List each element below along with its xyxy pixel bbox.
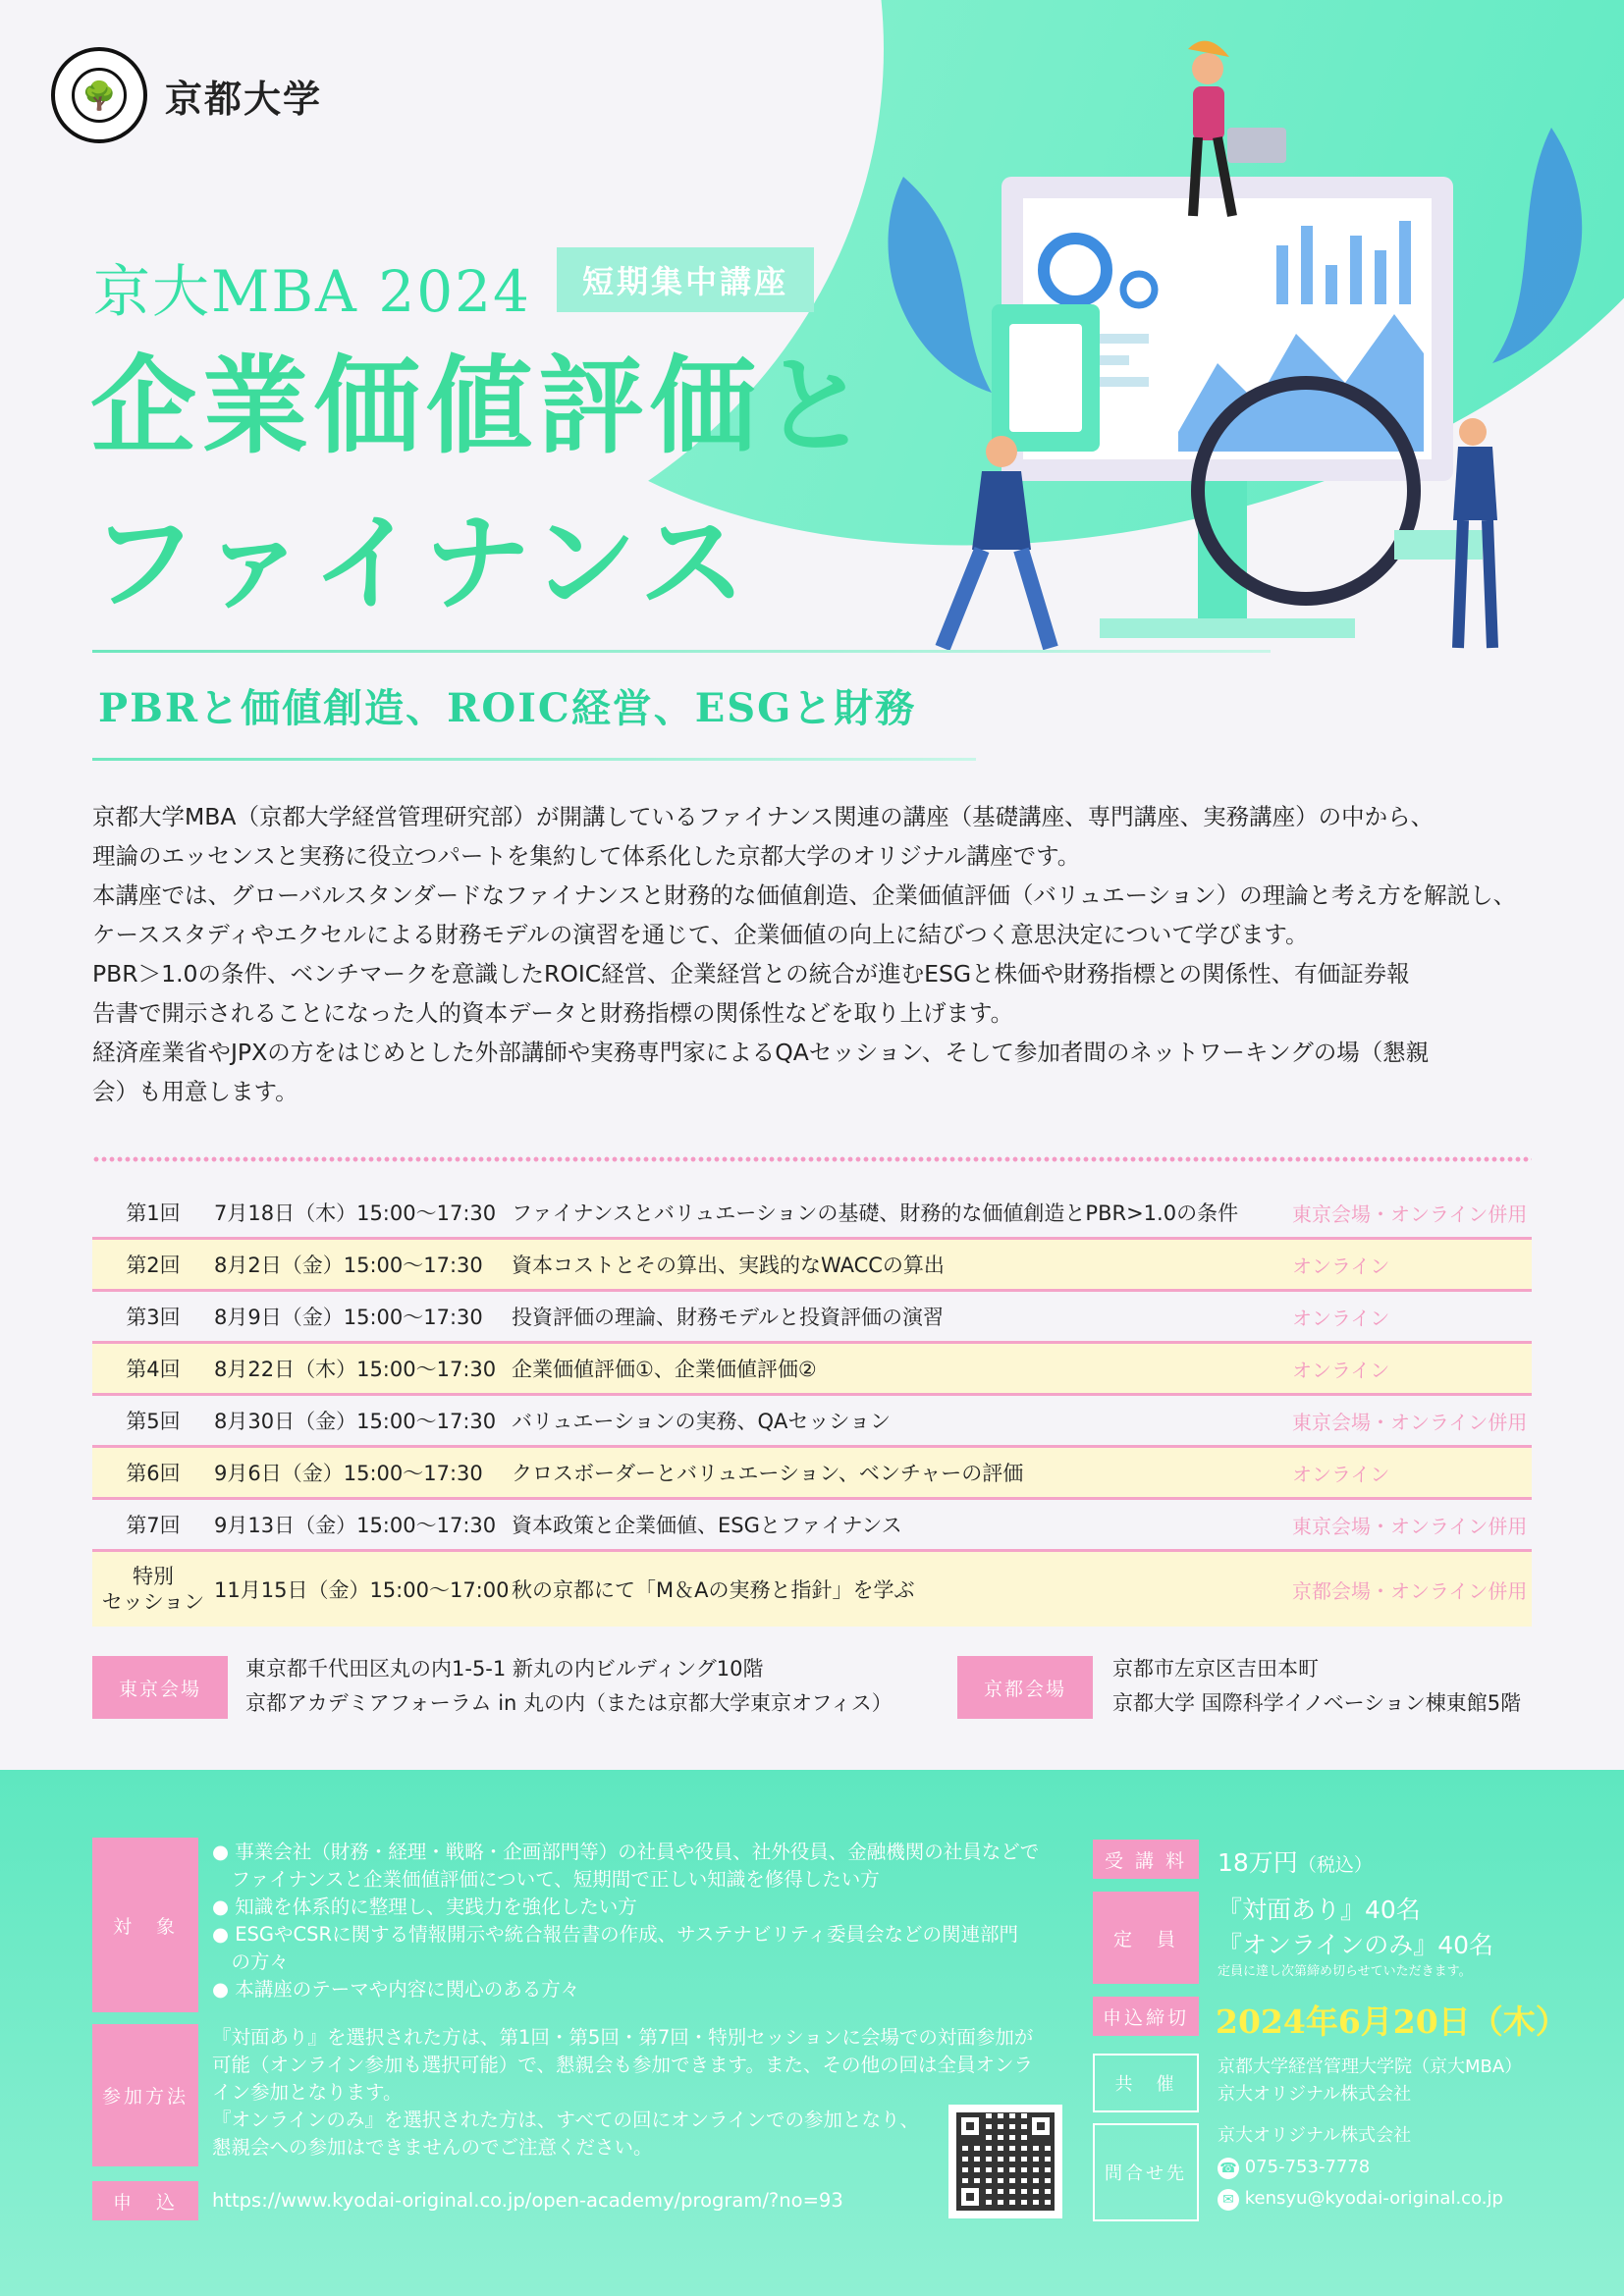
intro-line: 本講座では、グローバルスタンダードなファイナンスと財務的な価値創造、企業価値評価（バリュエーション）の理論と考え方を解説し、 <box>92 881 1517 909</box>
participation-method-label: 参加方法 <box>92 2024 198 2166</box>
fee-label: 受 講 料 <box>1093 1840 1199 1879</box>
table-row-special <box>92 1552 1532 1627</box>
target-item: ● ESGやCSRに関する情報開示や統合報告書の作成、サステナビリティ委員会などの関連部門 <box>212 1923 1018 1946</box>
apply-url-link[interactable]: https://www.kyodai-original.co.jp/open-academy/program/?no=93 <box>212 2189 843 2212</box>
target-item: ● 知識を体系的に整理し、実践力を強化したい方 <box>212 1896 637 1918</box>
session-date: 8月30日（金）15:00〜17:30 <box>214 1410 497 1433</box>
intro-line: 会）も用意します。 <box>92 1078 298 1105</box>
session-date: 8月2日（金）15:00〜17:30 <box>214 1254 483 1277</box>
capacity-label: 定 員 <box>1093 1892 1199 1984</box>
qr-finder <box>1027 2112 1055 2140</box>
intro-line: ケーススタディやエクセルによる財務モデルの演習を通じて、企業価値の向上に結びつく意思決定について学びます。 <box>92 921 1309 948</box>
tokyo-address-line2: 京都アカデミアフォーラム in 丸の内（または京都大学東京オフィス） <box>245 1691 893 1715</box>
session-date: 9月6日（金）15:00〜17:30 <box>214 1462 483 1485</box>
apply-label: 申 込 <box>92 2181 198 2220</box>
main-title-line1: 企業価値評価と <box>90 345 875 468</box>
session-topic: ファイナンスとバリュエーションの基礎、財務的な価値創造とPBR>1.0の条件 <box>512 1201 1239 1225</box>
capacity-in-person: 『対面あり』40名 <box>1218 1896 1421 1924</box>
session-number: 第4回 <box>126 1358 181 1381</box>
contact-phone[interactable]: 075-753-7778 <box>1244 2157 1371 2177</box>
target-item: ● 事業会社（財務・経理・戦略・企画部門等）の社員や役員、社外役員、金融機関の社員などで <box>212 1841 1040 1863</box>
intro-text <box>92 797 1536 1111</box>
session-topic: バリュエーションの実務、QAセッション <box>512 1410 892 1433</box>
session-number: 第1回 <box>126 1201 181 1225</box>
tokyo-venue-address <box>245 1652 893 1721</box>
session-number: 第7回 <box>126 1514 181 1537</box>
session-venue: オンライン <box>1292 1358 1390 1382</box>
session-topic: クロスボーダーとバリュエーション、ベンチャーの評価 <box>512 1462 1024 1485</box>
table-row <box>92 1448 1532 1500</box>
contact-phone-row <box>1218 2152 1503 2183</box>
intro-line: 告書で開示されることになった人的資本データと財務指標の関係性などを取り上げます。 <box>92 999 1014 1027</box>
fee-note: （税込） <box>1297 1854 1373 1876</box>
table-row <box>92 1396 1532 1448</box>
special-label-line2: セッション <box>101 1590 205 1614</box>
table-row <box>92 1344 1532 1396</box>
kyoto-venue-address <box>1112 1652 1521 1721</box>
deadline-label: 申込締切 <box>1093 1997 1199 2036</box>
participation-method-text <box>212 2024 1033 2162</box>
target-item: ファイナンスと企業価値評価について、短期間で正しい知識を修得したい方 <box>212 1868 880 1891</box>
session-number: 第2回 <box>126 1254 181 1277</box>
contact-email-row <box>1218 2183 1503 2215</box>
qr-finder <box>956 2183 984 2211</box>
tokyo-address-line1: 東京都千代田区丸の内1-5-1 新丸の内ビルディング10階 <box>245 1657 764 1681</box>
subtitle: PBRと価値創造、ROIC経営、ESGと財務 <box>98 685 917 731</box>
co-host-name: 京都大学経営管理大学院（京大MBA） <box>1218 2056 1523 2077</box>
session-date: 9月13日（金）15:00〜17:30 <box>214 1514 497 1537</box>
dotted-divider <box>92 1156 1532 1162</box>
session-topic: 企業価値評価①、企業価値評価② <box>512 1358 817 1381</box>
target-list <box>212 1839 1039 2003</box>
method-line: イン参加となります。 <box>212 2081 403 2104</box>
intro-line: PBR＞1.0の条件、ベンチマークを意識したROIC経営、企業経営との統合が進むESGと株価や財務指標との関係性、有価証券報 <box>92 960 1410 988</box>
qr-finder <box>956 2112 984 2140</box>
capacity-note: 定員に達し次第締め切らせていただきます。 <box>1218 1964 1472 1979</box>
contact-info <box>1218 2120 1503 2215</box>
session-number: 第6回 <box>126 1462 181 1485</box>
co-hosts <box>1218 2054 1522 2109</box>
method-line: 可能（オンライン参加も選択可能）で、懇親会も参加できます。また、その他の回は全員オンラ <box>212 2054 1033 2076</box>
session-number <box>92 1564 214 1615</box>
fee-amount: 18万円 <box>1218 1848 1298 1877</box>
contact-company: 京大オリジナル株式会社 <box>1218 2125 1412 2146</box>
session-date: 8月22日（木）15:00〜17:30 <box>214 1358 497 1381</box>
tokyo-venue-badge: 東京会場 <box>92 1656 228 1719</box>
session-topic: 資本政策と企業価値、ESGとファイナンス <box>512 1514 902 1537</box>
mail-icon: ✉ <box>1218 2189 1239 2211</box>
session-venue: オンライン <box>1292 1254 1390 1278</box>
session-date: 11月15日（金）15:00〜17:00 <box>214 1578 510 1602</box>
kyoto-address-line1: 京都市左京区吉田本町 <box>1112 1657 1319 1681</box>
deadline-date: 2024年6月20日（木） <box>1216 2002 1568 2041</box>
session-venue: オンライン <box>1292 1462 1390 1486</box>
camphor-tree-icon: 🌳 <box>72 68 127 123</box>
method-line: 懇親会への参加はできませんのでご注意ください。 <box>212 2136 653 2159</box>
university-logo <box>51 47 322 143</box>
intro-line: 理論のエッセンスと実務に役立つパートを集約して体系化した京都大学のオリジナル講座です。 <box>92 842 1081 870</box>
table-row <box>92 1240 1532 1292</box>
kyoto-address-line2: 京都大学 国際科学イノベーション棟東館5階 <box>1112 1691 1522 1715</box>
main-title-line2: ファイナンス <box>90 502 752 625</box>
session-venue: 東京会場・オンライン併用 <box>1292 1514 1528 1538</box>
method-line: 『オンラインのみ』を選択された方は、すべての回にオンラインでの参加となり、 <box>212 2109 919 2131</box>
table-row <box>92 1500 1532 1552</box>
special-label-line1: 特別 <box>133 1565 174 1588</box>
subtitle-divider <box>92 758 976 761</box>
kyoto-venue-badge: 京都会場 <box>957 1656 1093 1719</box>
session-venue: 京都会場・オンライン併用 <box>1292 1578 1528 1603</box>
session-number: 第5回 <box>126 1410 181 1433</box>
intro-line: 経済産業省やJPXの方をはじめとした外部講師や実務専門家によるQAセッション、そして参加者間のネットワーキングの場（懇親 <box>92 1039 1430 1066</box>
method-line: 『対面あり』を選択された方は、第1回・第5回・第7回・特別セッションに会場での対面参加が <box>212 2026 1034 2049</box>
session-date: 8月9日（金）15:00〜17:30 <box>214 1306 483 1329</box>
analytics-illustration <box>864 39 1610 667</box>
co-host-name: 京大オリジナル株式会社 <box>1218 2084 1412 2105</box>
title-divider <box>92 650 1271 653</box>
co-host-label: 共 催 <box>1093 2054 1199 2112</box>
target-item: ● 本講座のテーマや内容に関心のある方々 <box>212 1978 580 2001</box>
course-type-tag: 短期集中講座 <box>557 247 814 312</box>
contact-email[interactable]: kensyu@kyodai-original.co.jp <box>1244 2188 1503 2209</box>
intro-line: 京都大学MBA（京都大学経営管理研究部）が開講しているファイナンス関連の講座（基礎講座、専門講座、実務講座）の中から、 <box>92 803 1435 830</box>
target-label: 対 象 <box>92 1838 198 2012</box>
phone-icon: ☎ <box>1218 2158 1239 2179</box>
session-date: 7月18日（木）15:00〜17:30 <box>214 1201 497 1225</box>
session-venue: オンライン <box>1292 1306 1390 1330</box>
session-topic: 秋の京都にて「M＆Aの実務と指針」を学ぶ <box>512 1578 915 1602</box>
session-venue: 東京会場・オンライン併用 <box>1292 1410 1528 1434</box>
session-topic: 投資評価の理論、財務モデルと投資評価の演習 <box>512 1306 944 1329</box>
table-row <box>92 1188 1532 1240</box>
session-number: 第3回 <box>126 1306 181 1329</box>
qr-pattern <box>956 2112 1055 2211</box>
capacity-online: 『オンラインのみ』40名 <box>1218 1931 1494 1959</box>
fee <box>1218 1843 1373 1879</box>
target-item: の方々 <box>212 1950 290 1973</box>
university-seal <box>51 47 147 143</box>
session-venue: 東京会場・オンライン併用 <box>1292 1201 1528 1226</box>
schedule-table <box>92 1188 1532 1627</box>
university-name: 京都大学 <box>165 76 323 121</box>
session-topic: 資本コストとその算出、実践的なWACCの算出 <box>512 1254 945 1277</box>
table-row <box>92 1292 1532 1344</box>
contact-label: 問合せ先 <box>1093 2123 1199 2221</box>
program-year: 京大MBA 2024 <box>93 258 531 325</box>
capacity <box>1218 1893 1493 1981</box>
apply-qr-code[interactable] <box>948 2105 1062 2218</box>
